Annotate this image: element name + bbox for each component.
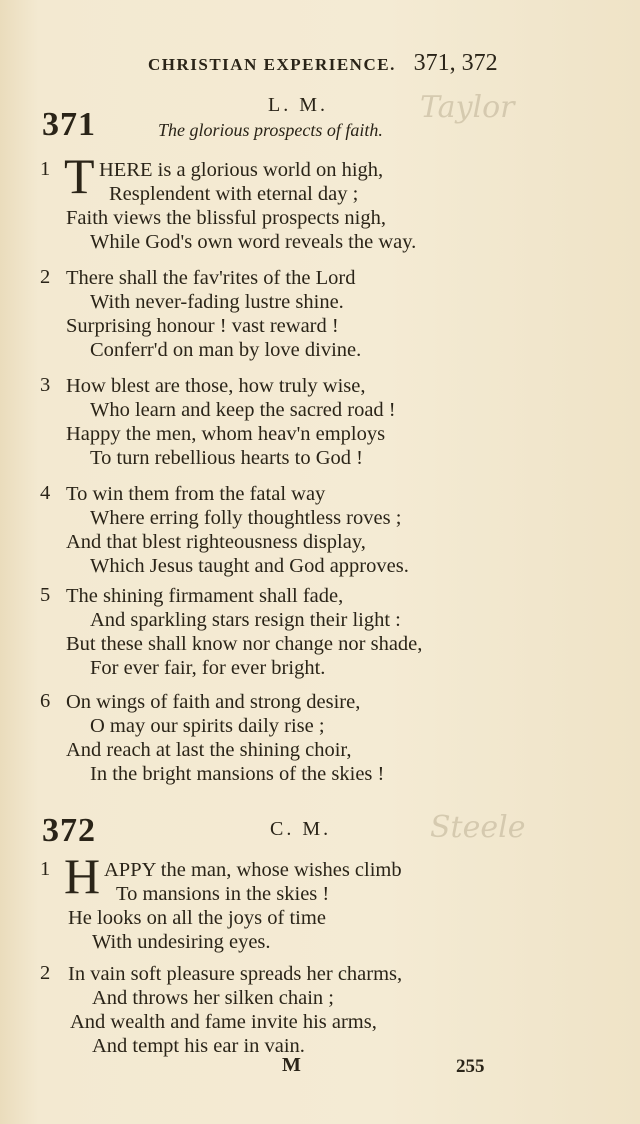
verse-line: O may our spirits daily rise ; bbox=[90, 715, 325, 737]
stanza-number: 1 bbox=[40, 158, 51, 180]
verse-line: In the bright mansions of the skies ! bbox=[90, 763, 385, 785]
verse-line: And wealth and fame invite his arms, bbox=[70, 1011, 377, 1033]
verse-line: Happy the men, whom heav'n employs bbox=[66, 423, 386, 445]
verse-line: APPY the man, whose wishes climb bbox=[104, 859, 402, 881]
stanza-number: 4 bbox=[40, 482, 51, 504]
verse-line: There shall the fav'rites of the Lord bbox=[66, 267, 356, 289]
verse-line: With never-fading lustre shine. bbox=[90, 291, 344, 313]
verse-line: While God's own word reveals the way. bbox=[90, 231, 417, 253]
verse-line: Resplendent with eternal day ; bbox=[109, 183, 359, 205]
stanza-number: 1 bbox=[40, 858, 51, 880]
running-title: CHRISTIAN EXPERIENCE. bbox=[148, 55, 396, 74]
pencil-annotation-372: Steele bbox=[430, 810, 526, 845]
verse-line: Which Jesus taught and God approves. bbox=[90, 555, 409, 577]
verse-line: To win them from the fatal way bbox=[66, 483, 326, 505]
verse-line: To turn rebellious hearts to God ! bbox=[90, 447, 363, 469]
hymn-range: 371, 372 bbox=[413, 50, 498, 76]
signature-mark: M bbox=[282, 1054, 301, 1076]
running-header bbox=[148, 50, 498, 77]
stanza-number: 3 bbox=[40, 374, 51, 396]
verse-line: And tempt his ear in vain. bbox=[92, 1035, 305, 1057]
verse-line: How blest are those, how truly wise, bbox=[66, 375, 366, 397]
verse-line: On wings of faith and strong desire, bbox=[66, 691, 361, 713]
verse-line: Where erring folly thoughtless roves ; bbox=[90, 507, 402, 529]
verse-line: Conferr'd on man by love divine. bbox=[90, 339, 362, 361]
verse-line: Faith views the blissful prospects nigh, bbox=[66, 207, 387, 229]
verse-line: And reach at last the shining choir, bbox=[66, 739, 352, 761]
verse-line: With undesiring eyes. bbox=[92, 931, 271, 953]
drop-cap: T bbox=[64, 148, 95, 204]
verse-line: In vain soft pleasure spreads her charms, bbox=[68, 963, 403, 985]
verse-line: He looks on all the joys of time bbox=[68, 907, 326, 929]
stanza-number: 6 bbox=[40, 690, 51, 712]
verse-line: Surprising honour ! vast reward ! bbox=[66, 315, 339, 337]
pencil-annotation-371: Taylor bbox=[420, 90, 515, 125]
page-number: 255 bbox=[456, 1056, 485, 1077]
stanza-number: 2 bbox=[40, 962, 51, 984]
hymn-372-meter: C. M. bbox=[270, 818, 332, 840]
hymn-371-number: 371 bbox=[42, 106, 96, 143]
hymn-371-subtitle: The glorious prospects of faith. bbox=[158, 120, 383, 140]
stanza-number: 2 bbox=[40, 266, 51, 288]
verse-line: HERE is a glorious world on high, bbox=[99, 159, 384, 181]
verse-line: And throws her silken chain ; bbox=[92, 987, 334, 1009]
verse-line: To mansions in the skies ! bbox=[116, 883, 330, 905]
verse-line: The shining firmament shall fade, bbox=[66, 585, 344, 607]
verse-line: And that blest righteousness display, bbox=[66, 531, 366, 553]
stanza-number: 5 bbox=[40, 584, 51, 606]
verse-line: And sparkling stars resign their light : bbox=[90, 609, 401, 631]
hymn-371-meter: L. M. bbox=[268, 94, 328, 116]
hymn-372-number: 372 bbox=[42, 812, 96, 849]
verse-line: For ever fair, for ever bright. bbox=[90, 657, 326, 679]
drop-cap: H bbox=[64, 848, 101, 904]
verse-line: Who learn and keep the sacred road ! bbox=[90, 399, 396, 421]
verse-line: But these shall know nor change nor shade, bbox=[66, 633, 423, 655]
